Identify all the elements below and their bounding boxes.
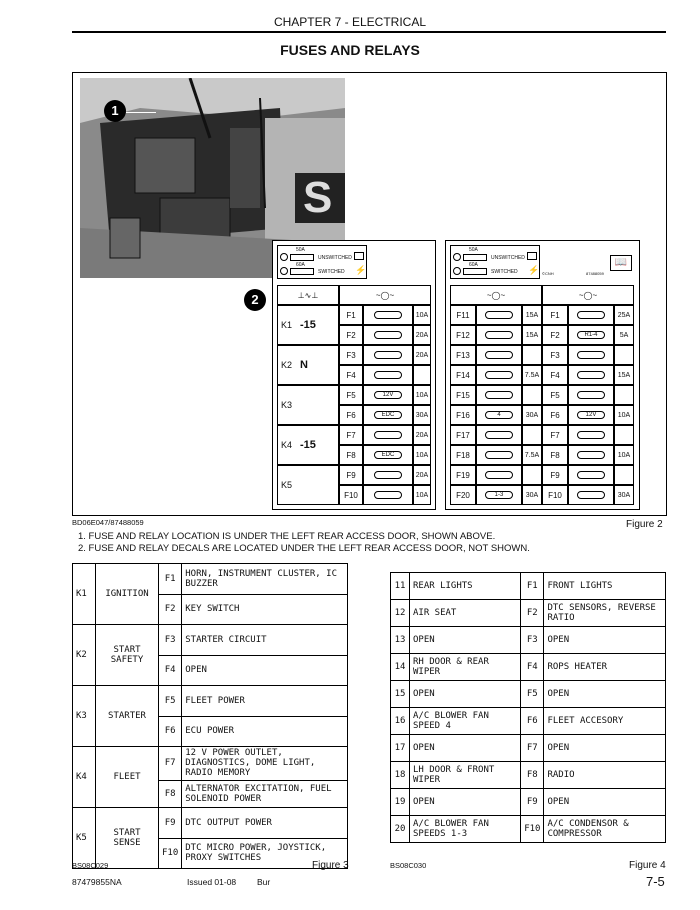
fuse-description: OPEN [410,789,521,816]
relay-id: K1 [73,564,96,625]
legend-circle-icon [280,253,288,261]
decal-fuse-amp: 10A [413,385,431,405]
table-row [391,600,666,627]
decal-fuse-icon [568,325,614,345]
decal-fuse-id: F6 [339,405,363,425]
fuse-id: F8 [159,780,182,807]
legend-circle-icon [453,267,461,275]
figure-4-label: Figure 4 [629,860,666,871]
decal-fuse-icon [476,425,522,445]
table-row [391,816,666,843]
decal-fuse-id: F9 [542,465,568,485]
fuse-header-icon: ~◯~ [339,285,431,305]
decal-fuse-amp: 20A [413,465,431,485]
fuse-number: 20 [391,816,410,843]
decal-fuse-id: F15 [450,385,476,405]
relay-name: IGNITION [96,564,159,625]
issue-location: Bur [257,877,271,887]
decal-fuse-icon [363,405,413,425]
battery-icon [354,252,364,260]
decal-relay-symbol: -15 [300,319,316,331]
decal-fuse-amp [614,385,634,405]
fuse-id: F4 [159,655,182,686]
fuse-function-icon [577,331,605,339]
decal-fuse-icon [363,325,413,345]
decal-fuse-amp [614,425,634,445]
decal-relay-k4 [277,425,339,465]
right-fuse-decal [445,240,640,510]
fuse-description: DTC MICRO POWER, JOYSTICK, PROXY SWITCHES [182,838,348,869]
fuse-description: FRONT LIGHTS [544,573,666,600]
decal-fuse-id: F5 [339,385,363,405]
decal-fuse-id: F10 [542,485,568,505]
fuse-function-icon [485,311,513,319]
fuse-icon-text: 1-3 [494,492,504,498]
decal-fuse-id: F10 [339,485,363,505]
fuse-icon-text: R1-4 [584,332,598,338]
fuse-description: HORN, INSTRUMENT CLUSTER, IC BUZZER [182,564,348,595]
fuse-description: LH DOOR & FRONT WIPER [410,762,521,789]
callout-2: 2 [244,289,266,311]
relay-header-icon: ⊥∿⊥ [277,285,339,305]
relay-id: K3 [73,686,96,747]
decal-fuse-icon [568,445,614,465]
decal-fuse-icon [363,365,413,385]
decal-fuse-id: F17 [450,425,476,445]
fuse-id: F2 [521,600,544,627]
decal-fuse-id: F16 [450,405,476,425]
fuse-function-icon [485,451,513,459]
decal-fuse-amp: 10A [614,445,634,465]
decal-fuse-icon [363,345,413,365]
decal-fuse-id: F6 [542,405,568,425]
fuse-description: OPEN [544,627,666,654]
decal-fuse-amp: 20A [413,425,431,445]
table-row [391,735,666,762]
legend-switched: SWITCHED [318,269,345,275]
decal-fuse-icon [568,425,614,445]
decal-fuse-amp: 10A [413,485,431,505]
decal-fuse-id: F3 [339,345,363,365]
fuse-id: F8 [521,762,544,789]
fuse-description: OPEN [410,735,521,762]
fuse-number: 15 [391,681,410,708]
decal-relay-id: K1 [281,320,293,330]
decal-fuse-amp: 30A [522,405,542,425]
fuse-header-icon: ~◯~ [542,285,634,305]
decal-relay-k2 [277,345,339,385]
fuse-description: REAR LIGHTS [410,573,521,600]
relay-id: K4 [73,747,96,808]
decal-fuse-icon [568,405,614,425]
fuse-description: OPEN [410,627,521,654]
decal-fuse-amp [413,365,431,385]
decal-fuse-icon [568,365,614,385]
table-row [391,573,666,600]
decal-fuse-amp: 15A [522,305,542,325]
decal-fuse-amp [614,465,634,485]
decal-fuse-amp: 7.5A [522,445,542,465]
legend-50a: 50A [296,247,305,253]
fuse-id: F2 [159,594,182,625]
fuse-number: 12 [391,600,410,627]
decal-fuse-amp [522,385,542,405]
fuse-id: F10 [521,816,544,843]
fuse-function-icon [374,391,402,399]
fuse-link-icon [463,268,487,275]
table-row [391,681,666,708]
fuse-function-icon [374,451,402,459]
table-row [391,789,666,816]
decal-fuse-id: F7 [542,425,568,445]
fuse-description: KEY SWITCH [182,594,348,625]
manual-book-icon: 📖 [610,255,632,271]
decal-relay-id: K3 [281,400,293,410]
fuse-description: FLEET POWER [182,686,348,717]
figure-3-ref: BS08C029 [72,861,109,870]
decal-fuse-icon [476,305,522,325]
decal-fuse-icon [363,465,413,485]
note-1: 1. FUSE AND RELAY LOCATION IS UNDER THE LEFT REAR ACCESS DOOR, SHOWN ABOVE. [78,531,496,542]
decal-fuse-id: F18 [450,445,476,465]
fuse-icon-text: EDC [381,412,395,418]
issue-date: Issued 01-08 [187,877,237,887]
relay-id: K5 [73,808,96,869]
fuse-icon-text: 4 [497,412,501,418]
fuse-function-icon [577,411,605,419]
fuse-function-icon [485,471,513,479]
relay-name: START SENSE [96,808,159,869]
decal-relay-symbol: -15 [300,439,316,451]
table-row [391,654,666,681]
decal-copyright: ©CNH [542,271,554,276]
fuse-number: 18 [391,762,410,789]
decal-legend [277,245,367,279]
decal-fuse-amp: 5A [614,325,634,345]
decal-fuse-icon [476,405,522,425]
fuse-header-icon: ~◯~ [450,285,542,305]
legend-unswitched: UNSWITCHED [491,255,525,261]
decal-fuse-id: F2 [542,325,568,345]
fuse-description: AIR SEAT [410,600,521,627]
decal-fuse-icon [476,445,522,465]
fuse-function-icon [374,351,402,359]
decal-fuse-amp: 15A [614,365,634,385]
lightning-icon: ⚡ [528,265,540,275]
fuse-function-icon [374,311,402,319]
table-row [73,686,348,717]
decal-fuse-icon [476,485,522,505]
table-row [73,747,348,781]
fuse-function-icon [577,371,605,379]
page-title: FUSES AND RELAYS [280,42,420,58]
decal-fuse-amp: 7.5A [522,365,542,385]
decal-relay-symbol: N [300,359,308,371]
fuse-function-icon [485,411,513,419]
left-fuse-decal [272,240,436,510]
decal-relay-id: K5 [281,480,293,490]
battery-icon [527,252,537,260]
decal-fuse-amp: 30A [522,485,542,505]
relay-name: START SAFETY [96,625,159,686]
decal-fuse-amp: 10A [614,405,634,425]
fuse-function-icon [374,491,402,499]
fuse-function-icon [374,371,402,379]
decal-fuse-id: F13 [450,345,476,365]
legend-switched: SWITCHED [491,269,518,275]
fuse-id: F9 [159,808,182,839]
decal-part-number: 87488059 [586,271,604,276]
legend-circle-icon [280,267,288,275]
decal-fuse-id: F9 [339,465,363,485]
fuse-number: 11 [391,573,410,600]
decal-fuse-id: F20 [450,485,476,505]
document-number: 87479855NA [72,877,122,887]
fuse-description: A/C BLOWER FAN SPEEDS 1-3 [410,816,521,843]
fuse-link-icon [290,268,314,275]
fuse-id: F3 [159,625,182,656]
legend-50a: 50A [469,247,478,253]
fuse-id: F4 [521,654,544,681]
fuse-function-icon [374,431,402,439]
fuse-function-icon [577,451,605,459]
decal-fuse-amp [522,425,542,445]
decal-fuse-icon [568,385,614,405]
fuse-function-icon [577,471,605,479]
decal-fuse-icon [476,345,522,365]
decal-fuse-amp: 10A [413,305,431,325]
decal-relay-k1 [277,305,339,345]
decal-fuse-icon [568,485,614,505]
fuse-description: FLEET ACCESORY [544,708,666,735]
figure-4-ref: BS08C030 [390,861,427,870]
table-row [73,808,348,839]
fuse-description: OPEN [410,681,521,708]
fuse-function-icon [374,331,402,339]
decal-relay-k3 [277,385,339,425]
relay-name: FLEET [96,747,159,808]
table-row [391,708,666,735]
figure-2-label: Figure 2 [626,519,663,530]
fuse-id: F1 [521,573,544,600]
decal-fuse-amp: 15A [522,325,542,345]
photo-decal-letter: S [303,173,333,222]
decal-fuse-icon [363,305,413,325]
fuse-id: F9 [521,789,544,816]
fuse-id: F6 [159,716,182,747]
fuse-id: F1 [159,564,182,595]
figure-2-ref: BD06E047/87488059 [72,518,144,527]
lightning-icon: ⚡ [355,265,367,275]
decal-fuse-id: F2 [339,325,363,345]
legend-60a: 60A [296,262,305,268]
decal-fuse-id: F5 [542,385,568,405]
fuse-function-icon [577,431,605,439]
fuse-link-icon [463,254,487,261]
figure-3-label: Figure 3 [312,860,349,871]
decal-fuse-icon [568,305,614,325]
decal-fuse-icon [363,445,413,465]
fuse-function-icon [485,371,513,379]
chapter-heading: CHAPTER 7 - ELECTRICAL [273,15,427,29]
decal-fuse-icon [363,485,413,505]
decal-fuse-id: F1 [339,305,363,325]
fuse-function-icon [577,311,605,319]
decal-fuse-amp: 25A [614,305,634,325]
fuse-function-icon [577,491,605,499]
fuse-icon-text: 12V [585,412,597,418]
fuse-link-icon [290,254,314,261]
fuse-function-icon [485,351,513,359]
fuse-number: 16 [391,708,410,735]
decal-fuse-icon [363,385,413,405]
fuse-function-icon [485,431,513,439]
decal-fuse-icon [476,465,522,485]
decal-fuse-icon [568,345,614,365]
fuse-description: ROPS HEATER [544,654,666,681]
fuse-id: F5 [159,686,182,717]
fuse-number: 13 [391,627,410,654]
legend-circle-icon [453,253,461,261]
decal-fuse-id: F19 [450,465,476,485]
fuse-description: STARTER CIRCUIT [182,625,348,656]
fuse-description: A/C BLOWER FAN SPEED 4 [410,708,521,735]
decal-fuse-id: F4 [542,365,568,385]
decal-fuse-amp: 20A [413,345,431,365]
decal-fuse-icon [476,365,522,385]
fuse-number: 17 [391,735,410,762]
decal-relay-id: K4 [281,440,293,450]
fuse-number: 14 [391,654,410,681]
fuse-description: OPEN [182,655,348,686]
fuse-id: F5 [521,681,544,708]
decal-fuse-id: F8 [339,445,363,465]
table-row [391,627,666,654]
decal-fuse-id: F7 [339,425,363,445]
fuse-description: A/C CONDENSOR & COMPRESSOR [544,816,666,843]
legend-unswitched: UNSWITCHED [318,255,352,261]
table-row [73,625,348,656]
decal-fuse-id: F1 [542,305,568,325]
fuse-function-icon [577,351,605,359]
fuse-description: RADIO [544,762,666,789]
fuse-id: F7 [521,735,544,762]
legend-60a: 60A [469,262,478,268]
page-number: 7-5 [646,874,665,889]
decal-fuse-amp: 20A [413,325,431,345]
fuse-description: 12 V POWER OUTLET, DIAGNOSTICS, DOME LIGHT, RADIO MEMORY [182,747,348,781]
decal-fuse-icon [476,325,522,345]
decal-fuse-icon [568,465,614,485]
decal-fuse-amp [522,465,542,485]
decal-fuse-id: F12 [450,325,476,345]
fuse-description: OPEN [544,789,666,816]
callout-1: 1 [104,100,126,122]
decal-fuse-icon [363,425,413,445]
fuse-function-icon [374,471,402,479]
decal-fuse-amp [614,345,634,365]
decal-fuse-id: F14 [450,365,476,385]
fuse-number: 19 [391,789,410,816]
notes-list [78,531,530,555]
callout-1-leader [126,112,156,113]
note-2: 2. FUSE AND RELAY DECALS ARE LOCATED UNDER THE LEFT REAR ACCESS DOOR, NOT SHOWN. [78,543,530,554]
fuse-icon-text: 12V [382,392,394,398]
figure-4-fuse-table [390,572,666,843]
decal-fuse-amp: 30A [413,405,431,425]
decal-fuse-id: F8 [542,445,568,465]
table-row [73,564,348,595]
fuse-function-icon [485,331,513,339]
decal-fuse-amp [522,345,542,365]
fuse-function-icon [485,491,513,499]
fuse-function-icon [485,391,513,399]
fuse-function-icon [374,411,402,419]
decal-fuse-amp: 30A [614,485,634,505]
fuse-id: F6 [521,708,544,735]
decal-fuse-id: F4 [339,365,363,385]
decal-fuse-id: F11 [450,305,476,325]
decal-relay-k5 [277,465,339,505]
fuse-id: F7 [159,747,182,781]
fuse-id: F3 [521,627,544,654]
header-rule [72,31,666,33]
fuse-description: ECU POWER [182,716,348,747]
fuse-icon-text: EDC [381,452,395,458]
fuse-id: F10 [159,838,182,869]
decal-fuse-icon [476,385,522,405]
decal-legend [450,245,540,279]
decal-relay-id: K2 [281,360,293,370]
fuse-description: OPEN [544,735,666,762]
fuse-description: DTC SENSORS, REVERSE RATIO [544,600,666,627]
fuse-description: RH DOOR & REAR WIPER [410,654,521,681]
relay-name: STARTER [96,686,159,747]
fuse-description: DTC OUTPUT POWER [182,808,348,839]
relay-id: K2 [73,625,96,686]
table-row [391,762,666,789]
figure-3-relay-table [72,563,348,869]
fuse-description: OPEN [544,681,666,708]
decal-fuse-amp: 10A [413,445,431,465]
fuse-function-icon [577,391,605,399]
fuse-description: ALTERNATOR EXCITATION, FUEL SOLENOID POWER [182,780,348,807]
decal-fuse-id: F3 [542,345,568,365]
